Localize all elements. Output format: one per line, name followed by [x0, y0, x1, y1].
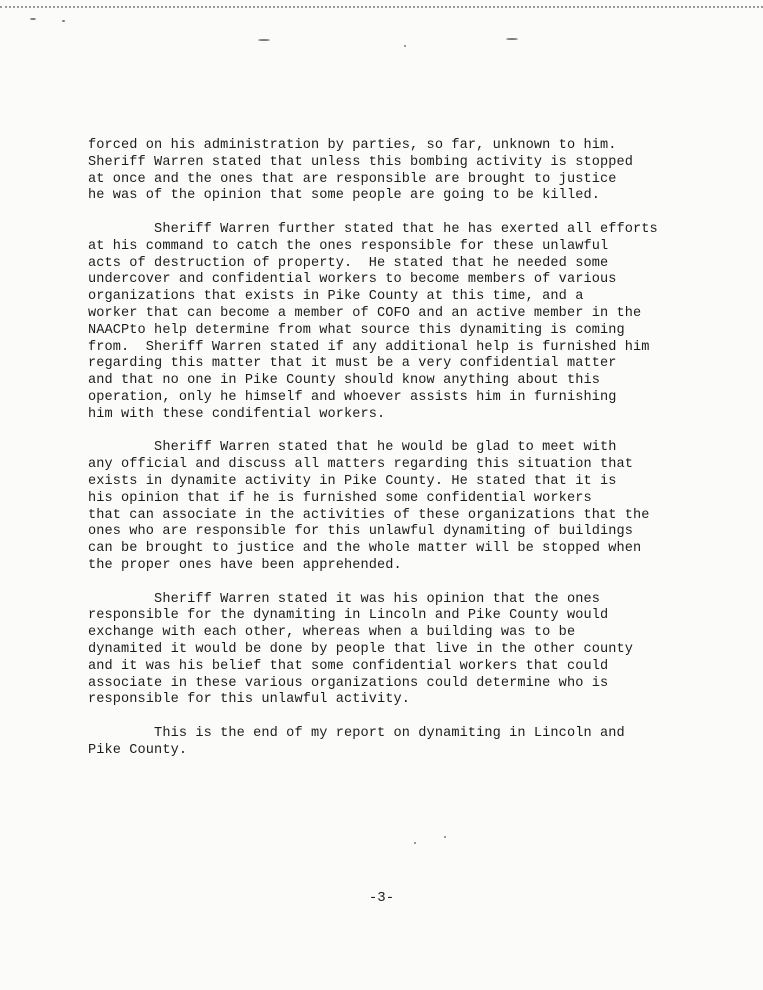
text-line: This is the end of my report on dynamiting in Lincoln and: [88, 725, 625, 741]
text-line: exchange with each other, whereas when a building was to be: [88, 625, 576, 641]
text-line: Sheriff Warren further stated that he has exerted all efforts: [88, 221, 658, 237]
paragraph: [88, 726, 728, 760]
text-line: exists in dynamite activity in Pike County. He stated that it is: [88, 473, 617, 489]
text-line: regarding this matter that it must be a very confidential matter: [88, 356, 617, 372]
text-line: organizations that exists in Pike County at this time, and a: [88, 289, 584, 305]
text-line: he was of the opinion that some people are going to be killed.: [88, 188, 600, 204]
text-line: ones who are responsible for this unlawful dynamiting of buildings: [88, 524, 633, 540]
text-line: forced on his administration by parties, so far, unknown to him.: [88, 138, 617, 153]
text-line: that can associate in the activities of these organizations that the: [88, 507, 650, 523]
scan-speck: [414, 842, 416, 844]
text-line: the proper ones have been apprehended.: [88, 557, 402, 573]
scan-speck: [62, 20, 65, 22]
text-line: and it was his belief that some confidential workers that could: [88, 658, 609, 674]
scan-speck: [404, 45, 406, 47]
text-line: undercover and confidential workers to become members of various: [88, 272, 617, 288]
text-line: responsible for the dynamiting in Lincoln and Pike County would: [88, 608, 609, 624]
text-line: from. Sheriff Warren stated if any additional help is furnished him: [88, 339, 650, 355]
text-line: worker that can become a member of COFO and an active member in the: [88, 305, 642, 321]
text-line: operation, only he himself and whoever assists him in furnishing: [88, 389, 617, 405]
text-line: acts of destruction of property. He stated that he needed some: [88, 255, 609, 271]
text-line: can be brought to justice and the whole matter will be stopped when: [88, 541, 642, 557]
text-line: Pike County.: [88, 742, 188, 758]
report-body: [88, 138, 728, 776]
paragraph: [88, 138, 728, 205]
scan-speck: [444, 836, 446, 838]
scan-speck: [506, 38, 518, 40]
text-line: NAACPto help determine from what source this dynamiting is coming: [88, 322, 625, 338]
text-line: responsible for this unlawful activity.: [88, 692, 411, 708]
text-line: Sheriff Warren stated that he would be glad to meet with: [88, 440, 617, 456]
text-line: dynamited it would be done by people that live in the other county: [88, 641, 633, 657]
text-line: at his command to catch the ones responsible for these unlawful: [88, 238, 609, 254]
text-line: Sheriff Warren stated it was his opinion that the ones: [88, 591, 600, 607]
paragraph: [88, 222, 728, 424]
paragraph: [88, 592, 728, 710]
page-number: -3-: [368, 890, 395, 906]
text-line: at once and the ones that are responsible are brought to justice: [88, 171, 617, 187]
scan-speck: [30, 18, 36, 20]
paragraph: [88, 440, 728, 574]
scan-edge-rule: [0, 6, 763, 8]
text-line: associate in these various organizations could determine who is: [88, 675, 609, 691]
text-line: his opinion that if he is furnished some confidential workers: [88, 490, 592, 506]
text-line: Sheriff Warren stated that unless this bombing activity is stopped: [88, 154, 633, 170]
text-line: and that no one in Pike County should know anything about this: [88, 373, 600, 389]
scan-speck: [258, 39, 270, 41]
text-line: any official and discuss all matters regarding this situation that: [88, 457, 633, 473]
text-line: him with these condifential workers.: [88, 406, 386, 422]
